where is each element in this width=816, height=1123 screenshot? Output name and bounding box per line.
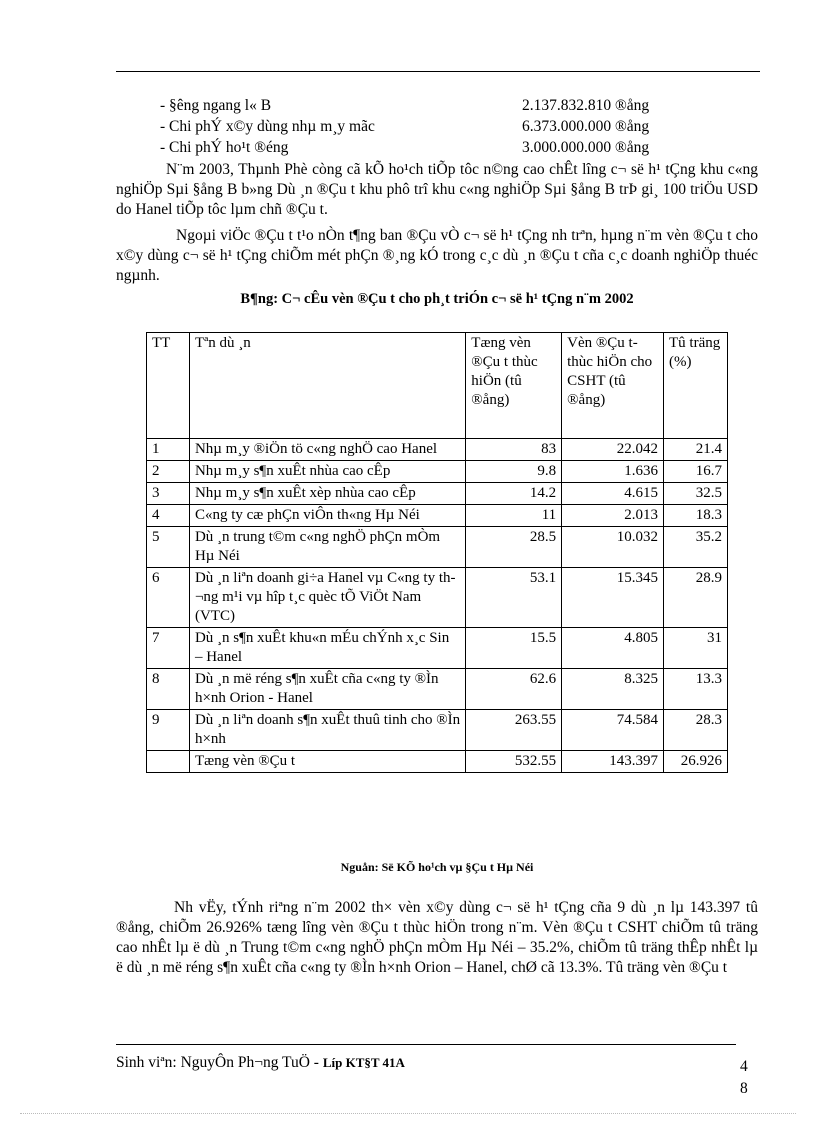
- footer-student: Sinh viªn: NguyÔn Ph¬ng TuÖ -: [116, 1054, 323, 1071]
- table-total-row: [147, 751, 728, 773]
- project-name: Dù ¸n liªn doanh s¶n xuÊt thuû tinh cho ®Ìn h×nh: [189, 710, 465, 751]
- infrastructure-investment-sum: 143.397: [562, 751, 664, 773]
- share-percent: 13.3: [664, 669, 728, 710]
- cost-item-value: 2.137.832.810 ®ång: [522, 97, 650, 114]
- header-infrastructure-investment: Vèn ®Çu t thùc hiÖn cho CSHT (tû ®ång): [562, 333, 664, 439]
- share-percent: 28.9: [664, 568, 728, 628]
- row-index: 8: [147, 669, 190, 710]
- total-investment: 14.2: [466, 483, 562, 505]
- share-percent: 16.7: [664, 461, 728, 483]
- total-investment: 263.55: [466, 710, 562, 751]
- project-name: Dù ¸n trung t©m c«ng nghÖ phÇn mÒm Hµ Néi: [189, 527, 465, 568]
- infrastructure-investment: 8.325: [562, 669, 664, 710]
- cost-item-label: - §êng ngang l« B: [160, 97, 272, 114]
- share-percent: 28.3: [664, 710, 728, 751]
- infrastructure-investment: 4.615: [562, 483, 664, 505]
- table-row: [147, 628, 728, 669]
- cost-item: [160, 96, 720, 116]
- cost-item: [160, 138, 720, 158]
- infrastructure-investment: 4.805: [562, 628, 664, 669]
- project-name: C«ng ty cæ phÇn viÔn th«ng Hµ Néi: [189, 505, 465, 527]
- header-tt: TT: [147, 333, 190, 439]
- share-percent: 18.3: [664, 505, 728, 527]
- table-row: [147, 568, 728, 628]
- row-index: [147, 751, 190, 773]
- row-index: 3: [147, 483, 190, 505]
- share-percent: 21.4: [664, 439, 728, 461]
- footer-class: Líp KT§T 41A: [322, 1055, 405, 1070]
- share-percent: 32.5: [664, 483, 728, 505]
- paragraph-annual-investment: Ngoµi viÖc ®Çu t t¹o nÒn t¶ng ban ®Çu vÒ c¬ së h¹ tÇng nh trªn, hµng n¨m vèn ®Çu t cho x©y dùng c¬ së h¹ tÇng chiÕm mét phÇn ®¸ng kÓ trong c¸c dù ¸n ®Çu t cña c¸c doanh nghiÖp thuéc ngµnh.: [116, 227, 758, 284]
- table-row: [147, 710, 728, 751]
- table-row: [147, 483, 728, 505]
- total-investment: 62.6: [466, 669, 562, 710]
- project-name: Dù ¸n liªn doanh gi÷a Hanel vµ C«ng ty th¬ng m¹i vµ hîp t¸c quèc tÕ ViÖt Nam (VTC): [189, 568, 465, 628]
- header-rule: [116, 71, 760, 72]
- cost-item-value: 3.000.000.000 ®ång: [522, 139, 650, 156]
- cost-item-value: 6.373.000.000 ®ång: [522, 118, 650, 135]
- total-label: Tæng vèn ®Çu t: [189, 751, 465, 773]
- project-name: Nhµ m¸y s¶n xuÊt xèp nhùa cao cÊp: [189, 483, 465, 505]
- footer-rule: [116, 1044, 736, 1045]
- table-caption: B¶ng: C¬ cÊu vèn ®Çu t cho ph¸t triÓn c¬ së h¹ tÇng n¨m 2002: [240, 291, 634, 307]
- page-bottom-border: [20, 1113, 796, 1114]
- paragraph-summary: Nh vËy, tÝnh riªng n¨m 2002 th× vèn x©y dùng c¬ së h¹ tÇng cña 9 dù ¸n lµ 143.397 tû ®ång, chiÕm 26.926% tæng lîng vèn ®Çu t thùc hiÖn trong n¨m. Vèn ®Çu t CSHT chiÕm tû träng cao nhÊt lµ ë dù ¸n Trung t©m c«ng nghÖ phÇn mÒm Hµ Néi – 35.2%, chiÕm tû träng thÊp nhÊt lµ ë dù ¸n më réng s¶n xuÊt cña c«ng ty ®Ìn h×nh Orion – Hanel, chØ cã 13.3%. Tû träng vèn ®Çu t: [116, 899, 758, 976]
- total-investment: 83: [466, 439, 562, 461]
- infrastructure-investment: 74.584: [562, 710, 664, 751]
- paragraph-plan-2003: N¨m 2003, Thµnh Phè còng cã kÕ ho¹ch tiÕp tôc n©ng cao chÊt lîng c¬ së h¹ tÇng khu c«ng nghiÖp Sµi §ång B b»ng Dù ¸n ®Çu t khu phô trî khu c«ng nghiÖp Sµi §ång B trÞ gi¸ 100 triÖu USD do Hanel tiÕp tôc lµm chñ ®Çu t.: [116, 161, 758, 218]
- infrastructure-investment: 1.636: [562, 461, 664, 483]
- share-percent: 31: [664, 628, 728, 669]
- project-name: Nhµ m¸y s¶n xuÊt nhùa cao cÊp: [189, 461, 465, 483]
- infrastructure-investment: 22.042: [562, 439, 664, 461]
- total-investment: 53.1: [466, 568, 562, 628]
- total-investment: 11: [466, 505, 562, 527]
- header-project-name: Tªn dù ¸n: [189, 333, 465, 439]
- infrastructure-investment: 2.013: [562, 505, 664, 527]
- table-row: [147, 669, 728, 710]
- row-index: 6: [147, 568, 190, 628]
- share-percent-total: 26.926: [664, 751, 728, 773]
- page-number-line2: 8: [740, 1080, 748, 1097]
- investment-table: [146, 332, 728, 773]
- cost-item: [160, 117, 720, 137]
- row-index: 5: [147, 527, 190, 568]
- row-index: 2: [147, 461, 190, 483]
- header-share: Tû träng (%): [664, 333, 728, 439]
- total-investment: 28.5: [466, 527, 562, 568]
- table-row: [147, 505, 728, 527]
- table-row: [147, 461, 728, 483]
- total-investment: 15.5: [466, 628, 562, 669]
- infrastructure-investment: 10.032: [562, 527, 664, 568]
- row-index: 7: [147, 628, 190, 669]
- total-investment: 9.8: [466, 461, 562, 483]
- project-name: Dù ¸n s¶n xuÊt khu«n mÉu chÝnh x¸c Sin – Hanel: [189, 628, 465, 669]
- cost-item-label: - Chi phÝ ho¹t ®éng: [160, 139, 289, 156]
- project-name: Dù ¸n më réng s¶n xuÊt cña c«ng ty ®Ìn h×nh Orion - Hanel: [189, 669, 465, 710]
- table-row: [147, 439, 728, 461]
- table-source: Nguån: Së KÕ ho¹ch vµ §Çu t Hµ Néi: [340, 860, 534, 874]
- table-header-row: [147, 333, 728, 439]
- header-total-investment: Tæng vèn ®Çu t thùc hiÖn (tû ®ång): [466, 333, 562, 439]
- row-index: 1: [147, 439, 190, 461]
- table-row: [147, 527, 728, 568]
- row-index: 4: [147, 505, 190, 527]
- row-index: 9: [147, 710, 190, 751]
- total-investment-sum: 532.55: [466, 751, 562, 773]
- infrastructure-investment: 15.345: [562, 568, 664, 628]
- project-name: Nhµ m¸y ®iÖn tö c«ng nghÖ cao Hanel: [189, 439, 465, 461]
- footer: [116, 1054, 405, 1072]
- page-number-line1: 4: [740, 1058, 748, 1075]
- cost-item-label: - Chi phÝ x©y dùng nhµ m¸y mãc: [160, 118, 375, 135]
- share-percent: 35.2: [664, 527, 728, 568]
